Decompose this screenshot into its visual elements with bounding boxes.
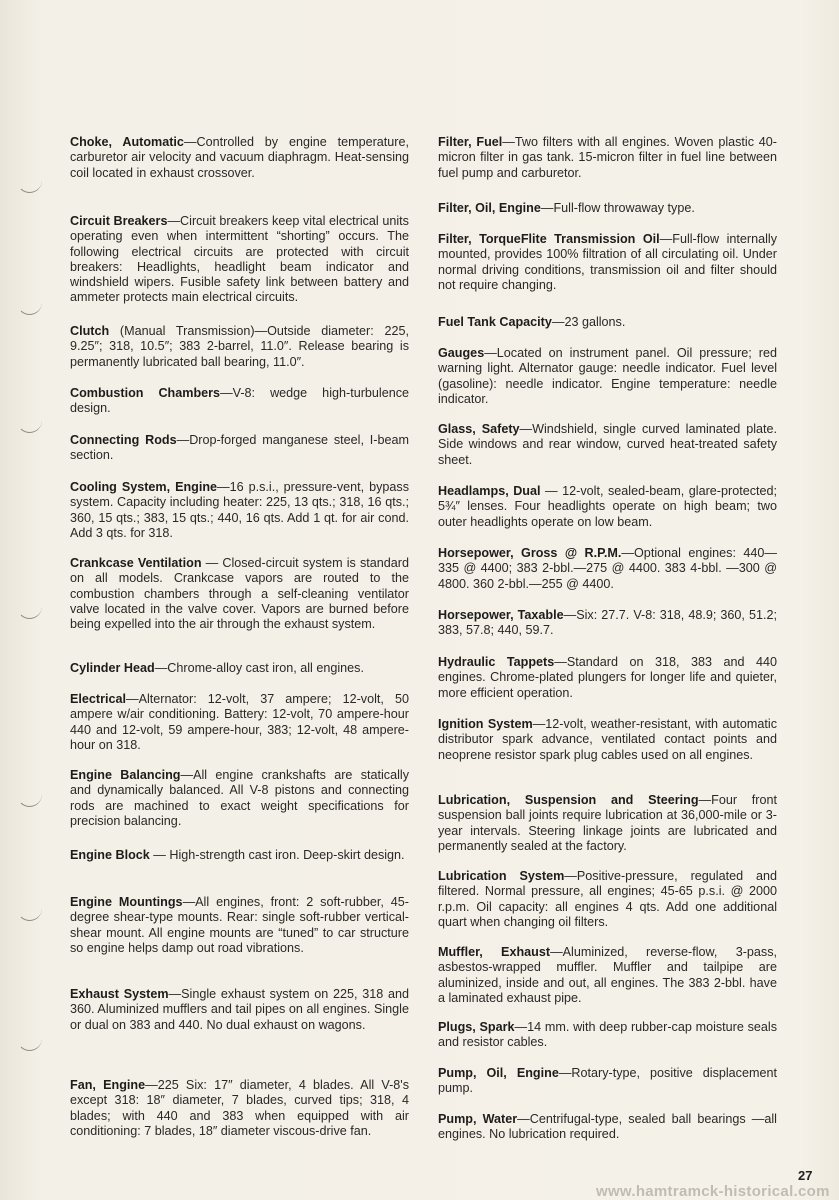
spec-entry [70, 1078, 409, 1139]
spec-entry-title: Horsepower, Taxable [438, 608, 564, 622]
spec-entry [438, 315, 777, 330]
spec-entry-title: Pump, Water [438, 1112, 518, 1126]
spec-entry [70, 480, 409, 541]
spec-entry-text: —V-8: wedge high-turbulence design. [70, 386, 410, 416]
spec-entry-text: —Full-flow internally mounted, provides 100% filtration of all circulating oil. Under normal driving conditions, transmission oil and filter should not require changing. [438, 232, 778, 292]
binder-hole [17, 596, 42, 619]
spec-entry-title: Lubrication, Suspension and Steering [438, 793, 699, 807]
spec-entry-text: —225 Six: 17″ diameter, 4 blades. All V-8's except 318: 18″ diameter, 7 blades, curved tips; 318, 4 blades; with 440 and 383 when equipped with air conditioning: 7 blades, 18″ diameter viscous-drive fan. [70, 1078, 409, 1138]
spec-entry [70, 848, 409, 863]
binder-hole [17, 1028, 42, 1051]
spec-entry-text: —Alternator: 12-volt, 37 ampere; 12-volt, 50 ampere w/air conditioning. Battery: 12-volt, 70 ampere-hour 440 and 12-volt, 59 ampere-hour, 383; 12-volt, 48 ampere-hour on 318. [70, 692, 409, 752]
spec-entry [438, 945, 777, 1006]
spec-entry-text: — Closed-circuit system is standard on all models. Crankcase vapors are routed to the combustion chambers through a self-cleaning ventilator valve located in the valve cover. Vapors are burned before being expelled into the air through the exhaust system. [70, 556, 409, 632]
spec-entry [70, 661, 409, 676]
spec-entry-title: Choke, Automatic [70, 135, 184, 149]
spec-entry-text: —Six: 27.7. V-8: 318, 48.9; 360, 51.2; 383, 57.8; 440, 59.7. [438, 608, 777, 638]
spec-entry-text: —12-volt, weather-resistant, with automatic distributor spark advance, ventilated contact points and neoprene resistor spark plug cables used on all engines. [438, 717, 777, 762]
spec-entry-title: Connecting Rods [70, 433, 177, 447]
spec-entry-title: Headlamps, Dual [438, 484, 541, 498]
spec-entry-text: —Single exhaust system on 225, 318 and 360. Aluminized mufflers and tail pipes on all engines. Single or dual on 383 and 440. No dual exhaust on wagons. [70, 987, 410, 1032]
spec-entry-title: Fuel Tank Capacity [438, 315, 552, 329]
spec-entry [438, 232, 777, 293]
spec-entry-text: (Manual Transmission)—Outside diameter: 225, 9.25″; 318, 10.5″; 383 2-barrel, 11.0″. Release bearing is permanently lubricated ball bearing, 11.0″. [70, 324, 409, 369]
spec-entry-title: Filter, TorqueFlite Transmission Oil [438, 232, 660, 246]
spec-entry-text: — High-strength cast iron. Deep-skirt design. [149, 848, 405, 862]
spec-entry [70, 433, 409, 464]
spec-entry-title: Crankcase Ventilation [70, 556, 202, 570]
spec-entry [438, 346, 777, 407]
spec-entry-title: Pump, Oil, Engine [438, 1066, 559, 1080]
spec-entry-title: Combustion Chambers [70, 386, 221, 400]
spec-entry-title: Ignition System [438, 717, 533, 731]
spec-entry-text: —Drop-forged manganese steel, I-beam section. [70, 433, 410, 463]
spec-entry [70, 556, 409, 632]
spec-entry-title: Muffler, Exhaust [438, 945, 551, 959]
spec-entry-title: Filter, Oil, Engine [438, 201, 541, 215]
spec-entry-title: Clutch [70, 324, 110, 338]
spec-entry [438, 655, 777, 701]
spec-entry-text: —Standard on 318, 383 and 440 engines. Chrome-plated plungers for longer life and quieter, more efficient operation. [438, 655, 777, 700]
spec-entry-title: Gauges [438, 346, 485, 360]
spec-entry-text: —Two filters with all engines. Woven plastic 40-micron filter in gas tank. 15-micron filter in fuel line between fuel pump and carburetor. [438, 135, 777, 180]
spec-entry-text: —Aluminized, reverse-flow, 3-pass, asbestos-wrapped muffler. Muffler and tailpipe are aluminized, inside and out, all engines. The 383 2-bbl. have a laminated exhaust pipe. [438, 945, 777, 1005]
binder-hole [17, 784, 42, 807]
spec-entry-title: Electrical [70, 692, 127, 706]
spec-entry-text: —23 gallons. [551, 315, 626, 329]
spec-entry-title: Engine Balancing [70, 768, 181, 782]
watermark: www.hamtramck-historical.com [596, 1183, 830, 1200]
spec-entry [438, 1112, 777, 1143]
spec-entry [438, 869, 777, 930]
spec-entry-text: —Four front suspension ball joints require lubrication at 36,000-mile or 3-year intervals. Steering linkage joints are lubricated and permanently sealed at the factory. [438, 793, 778, 853]
spec-entry [70, 214, 409, 306]
page-number: 27 [798, 1168, 813, 1183]
spec-entry-title: Circuit Breakers [70, 214, 168, 228]
spec-entry-title: Filter, Fuel [438, 135, 503, 149]
spec-entry-title: Horsepower, Gross @ R.P.M. [438, 546, 622, 560]
spec-entry-text: —Optional engines: 440—335 @ 4400; 383 2-bbl.—275 @ 4400. 383 4-bbl. —300 @ 4800. 360 2-bbl.—255 @ 4400. [438, 546, 778, 591]
spec-entry [70, 386, 409, 417]
binder-hole [17, 292, 42, 315]
spec-entry [438, 201, 777, 216]
spec-entry-title: Plugs, Spark [438, 1020, 515, 1034]
spec-entry [70, 135, 409, 181]
spec-entry [438, 793, 777, 854]
binder-hole [17, 898, 42, 921]
spec-entry-text: —All engine crankshafts are statically and dynamically balanced. All V-8 pistons and connecting rods are machined to exact weight specifications for precision balancing. [70, 768, 410, 828]
spec-entry-text: —Located on instrument panel. Oil pressure; red warning light. Alternator gauge: needle indicator. Fuel level (gasoline): needle indicator. Engine temperature: needle indicator. [438, 346, 777, 406]
spec-entry-text: — 12-volt, sealed-beam, glare-protected; 5¾″ lenses. Four headlights operate on high beam; two outer headlights operate on low beam. [438, 484, 778, 529]
spec-entry-title: Cooling System, Engine [70, 480, 218, 494]
spec-entry [70, 987, 409, 1033]
spec-entry [70, 895, 409, 956]
spec-entry-title: Engine Block [70, 848, 150, 862]
spec-entry [438, 484, 777, 530]
spec-entry-text: —Circuit breakers keep vital electrical units operating even when intermittent “shorting” occurs. The following electrical circuits are protected with circuit breakers: Headlights, headlight beam indicator and windshield wipers. Fusible safety link between battery and ammeter protects main electrical circuits. [70, 214, 409, 305]
spec-entry-text: —16 p.s.i., pressure-vent, bypass system. Capacity including heater: 225, 13 qts.; 318, 16 qts.; 360, 15 qts.; 383, 15 qts.; 440, 16 qts. Add 1 qt. for air cond. Add 3 qts. for 318. [70, 480, 409, 540]
spec-entry-title: Engine Mountings [70, 895, 183, 909]
spec-entry [438, 135, 777, 181]
spec-entry-text: —Chrome-alloy cast iron, all engines. [154, 661, 364, 675]
spec-entry [438, 1020, 777, 1051]
spec-entry [438, 422, 777, 468]
spec-entry-title: Cylinder Head [70, 661, 155, 675]
spec-entry-text: —Rotary-type, positive displacement pump. [438, 1066, 777, 1096]
spec-entry-title: Glass, Safety [438, 422, 520, 436]
spec-entry-title: Hydraulic Tappets [438, 655, 555, 669]
spec-entry-title: Lubrication System [438, 869, 565, 883]
spec-entry-text: —Centrifugal-type, sealed ball bearings —all engines. No lubrication required. [438, 1112, 777, 1142]
spec-entry-title: Fan, Engine [70, 1078, 146, 1092]
spec-entry [70, 768, 409, 829]
spec-entry [70, 324, 409, 370]
spec-entry-text: —All engines, front: 2 soft-rubber, 45-degree shear-type mounts. Rear: single soft-rubber vertical-shear mount. All engine mounts are “tuned” to car structure so engine helps damp out road vibrations. [70, 895, 409, 955]
spec-entry [70, 692, 409, 753]
binder-hole [17, 170, 42, 193]
spec-entry-text: —Full-flow throwaway type. [540, 201, 695, 215]
spec-entry [438, 1066, 777, 1097]
spec-entry [438, 608, 777, 639]
spec-entry-text: —Positive-pressure, regulated and filtered. Normal pressure, all engines; 45-65 p.s.i. @ 2000 r.p.m. Oil capacity: all engines 4 qts. Add one additional quart when changing oil filters. [438, 869, 777, 929]
spec-entry [438, 546, 777, 592]
spec-entry-title: Exhaust System [70, 987, 169, 1001]
spec-entry-text: —14 mm. with deep rubber-cap moisture seals and resistor cables. [438, 1020, 777, 1050]
spec-entry [438, 717, 777, 763]
spec-entry-text: —Controlled by engine temperature, carburetor air velocity and vacuum diaphragm. Heat-sensing coil located in exhaust crossover. [70, 135, 410, 180]
spec-entry-text: —Windshield, single curved laminated plate. Side windows and rear window, curved heat-treated safety sheet. [438, 422, 777, 467]
binder-hole [17, 410, 42, 433]
